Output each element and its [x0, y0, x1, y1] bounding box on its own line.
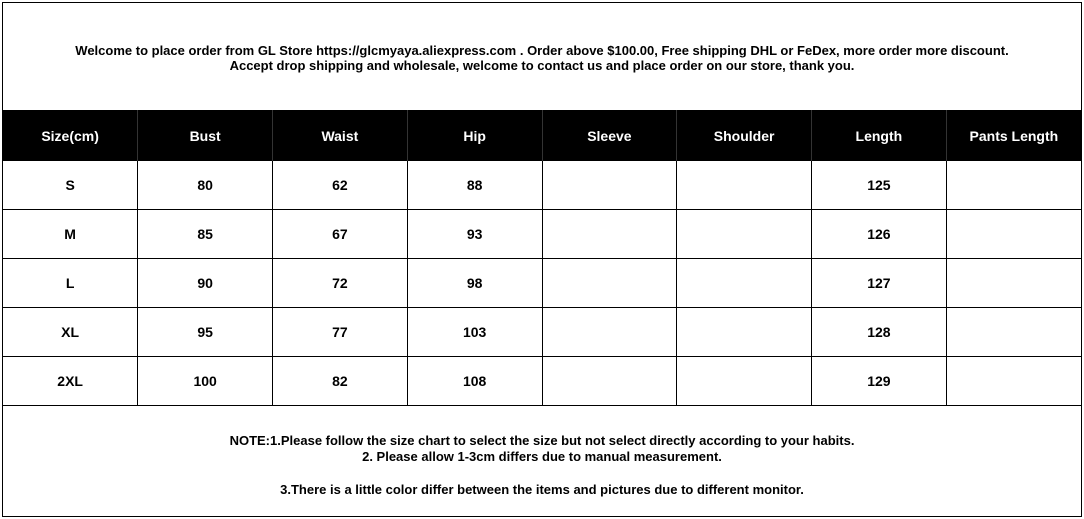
size-cell: S: [3, 161, 138, 210]
size-chart-document: [2, 2, 1082, 517]
note-line-3: 3.There is a little color differ between the items and pictures due to different monitor.: [280, 482, 804, 497]
hip-cell: 103: [407, 308, 542, 357]
table-row: [3, 357, 1081, 406]
measurement-notes: [3, 409, 1081, 516]
bust-cell: 90: [138, 259, 273, 308]
bust-cell: 80: [138, 161, 273, 210]
size-cell: M: [3, 210, 138, 259]
table-header-row: [3, 110, 1081, 161]
note-line-2: 2. Please allow 1-3cm differs due to manual measurement.: [362, 449, 722, 464]
size-chart-table: [3, 110, 1081, 406]
size-cell: 2XL: [3, 357, 138, 406]
hip-cell: 93: [407, 210, 542, 259]
column-header-hip: Hip: [407, 110, 542, 161]
sleeve-cell: [542, 308, 677, 357]
table-row: [3, 161, 1081, 210]
column-header-size: Size(cm): [3, 110, 138, 161]
waist-cell: 62: [273, 161, 408, 210]
shoulder-cell: [677, 161, 812, 210]
pants-length-cell: [946, 259, 1081, 308]
note-line-1: NOTE:1.Please follow the size chart to select the size but not select directly according to your habits.: [229, 433, 855, 448]
column-header-waist: Waist: [273, 110, 408, 161]
waist-cell: 67: [273, 210, 408, 259]
pants-length-cell: [946, 161, 1081, 210]
welcome-line: Welcome to place order from GL Store https://glcmyaya.aliexpress.com . Order above $100.00, Free shipping DHL or FeDex, more order more discount.: [75, 42, 1009, 58]
table-row: [3, 308, 1081, 357]
shoulder-cell: [677, 210, 812, 259]
length-cell: 128: [812, 308, 947, 357]
length-cell: 125: [812, 161, 947, 210]
column-header-length: Length: [812, 110, 947, 161]
bust-cell: 95: [138, 308, 273, 357]
hip-cell: 88: [407, 161, 542, 210]
waist-cell: 72: [273, 259, 408, 308]
shoulder-cell: [677, 259, 812, 308]
waist-cell: 77: [273, 308, 408, 357]
dropship-line: Accept drop shipping and wholesale, welcome to contact us and place order on our store, thank you.: [229, 57, 855, 73]
waist-cell: 82: [273, 357, 408, 406]
column-header-sleeve: Sleeve: [542, 110, 677, 161]
size-cell: L: [3, 259, 138, 308]
pants-length-cell: [946, 357, 1081, 406]
table-row: [3, 259, 1081, 308]
length-cell: 129: [812, 357, 947, 406]
sleeve-cell: [542, 357, 677, 406]
store-welcome-note: [3, 3, 1081, 110]
pants-length-cell: [946, 308, 1081, 357]
shoulder-cell: [677, 308, 812, 357]
hip-cell: 108: [407, 357, 542, 406]
bust-cell: 100: [138, 357, 273, 406]
size-cell: XL: [3, 308, 138, 357]
pants-length-cell: [946, 210, 1081, 259]
length-cell: 127: [812, 259, 947, 308]
column-header-shoulder: Shoulder: [677, 110, 812, 161]
hip-cell: 98: [407, 259, 542, 308]
column-header-pants-length: Pants Length: [946, 110, 1081, 161]
sleeve-cell: [542, 161, 677, 210]
sleeve-cell: [542, 259, 677, 308]
shoulder-cell: [677, 357, 812, 406]
table-row: [3, 210, 1081, 259]
sleeve-cell: [542, 210, 677, 259]
bust-cell: 85: [138, 210, 273, 259]
length-cell: 126: [812, 210, 947, 259]
column-header-bust: Bust: [138, 110, 273, 161]
